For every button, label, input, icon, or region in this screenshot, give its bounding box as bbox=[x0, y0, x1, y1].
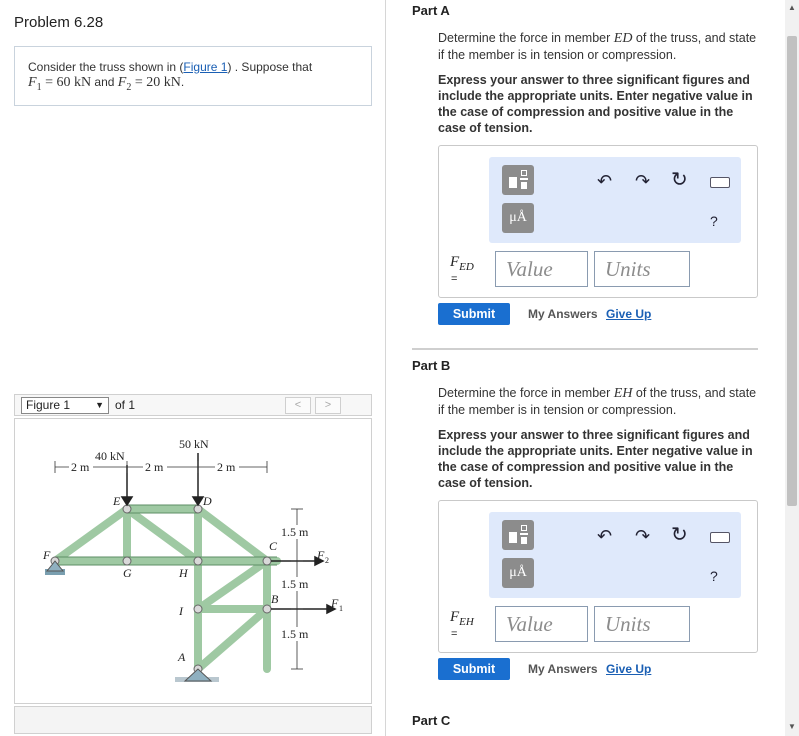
problem-pane bbox=[0, 0, 386, 736]
parts-pane bbox=[387, 0, 785, 736]
reset-icon[interactable]: ↻ bbox=[671, 169, 688, 191]
dim-2m-b: 2 m bbox=[145, 460, 164, 474]
dim-15-a: 1.5 m bbox=[281, 525, 309, 539]
variable-label-feh: $F_{EH}$ bbox=[450, 609, 474, 628]
math-toolbar bbox=[489, 512, 741, 598]
undo-icon[interactable]: ↶ bbox=[597, 526, 613, 546]
problem-text-before: Consider the truss shown in ( bbox=[28, 60, 184, 74]
force-label-f2-sub: 2 bbox=[325, 556, 329, 565]
redo-icon[interactable]: ↷ bbox=[635, 526, 651, 546]
joint-label-d: D bbox=[203, 494, 212, 508]
joint-label-h: H bbox=[179, 566, 188, 580]
member-dc bbox=[198, 509, 267, 561]
prev-figure-button[interactable]: < bbox=[285, 397, 311, 414]
and-text: and bbox=[91, 75, 118, 89]
part-b-give-up[interactable]: Give Up bbox=[606, 662, 652, 676]
joint-label-g: G bbox=[123, 566, 132, 580]
part-a-my-answers[interactable]: My Answers bbox=[528, 307, 598, 321]
scrollbar[interactable] bbox=[785, 0, 799, 736]
equals-sign: = bbox=[451, 628, 458, 640]
dim-15-c: 1.5 m bbox=[281, 627, 309, 641]
member-eh bbox=[127, 509, 198, 561]
part-a-answer-box bbox=[438, 145, 758, 298]
part-a-submit-button[interactable]: Submit bbox=[438, 303, 510, 325]
units-symbol-button[interactable]: μÅ bbox=[502, 558, 534, 588]
figure-select-value: Figure 1 bbox=[26, 398, 71, 412]
figure-panel bbox=[14, 418, 372, 704]
force-label-f1-sub: 1 bbox=[339, 604, 343, 613]
next-figure-button[interactable]: > bbox=[315, 397, 341, 414]
redo-icon[interactable]: ↷ bbox=[635, 171, 651, 191]
part-b-prompt: Determine the force in member EH of the truss, and state if the member is in tension or compression. bbox=[438, 386, 757, 417]
force-label-f1: F bbox=[331, 596, 339, 610]
scroll-up-icon[interactable]: ▲ bbox=[788, 3, 796, 12]
truss-diagram bbox=[15, 419, 371, 703]
member-ab bbox=[198, 609, 267, 669]
figure-link[interactable]: Figure 1 bbox=[183, 60, 228, 74]
dim-2m-a: 2 m bbox=[71, 460, 90, 474]
undo-icon[interactable]: ↶ bbox=[597, 171, 613, 191]
joint-label-c: C bbox=[269, 539, 278, 553]
reset-icon[interactable]: ↻ bbox=[671, 524, 688, 546]
part-b-answer-box bbox=[438, 500, 758, 653]
force-label-f2: F bbox=[317, 548, 325, 562]
dim-2m-c: 2 m bbox=[217, 460, 236, 474]
scroll-down-icon[interactable]: ▼ bbox=[788, 722, 796, 731]
support-a bbox=[185, 669, 211, 681]
statement-end: . bbox=[180, 75, 185, 89]
f2-expression: $F_2 = 20$ kN bbox=[117, 75, 181, 93]
part-c-title: Part C bbox=[412, 713, 451, 728]
keyboard-icon[interactable] bbox=[710, 532, 730, 543]
units-input[interactable]: Units bbox=[594, 606, 690, 642]
joint-label-b: B bbox=[271, 592, 279, 606]
part-b-my-answers[interactable]: My Answers bbox=[528, 662, 598, 676]
chevron-down-icon: ▼ bbox=[95, 400, 104, 410]
joint-label-a: A bbox=[178, 650, 186, 664]
joint-label-i: I bbox=[179, 604, 183, 618]
math-toolbar bbox=[489, 157, 741, 243]
part-b-title: Part B bbox=[412, 358, 451, 373]
problem-statement bbox=[14, 46, 372, 106]
member-ic bbox=[198, 561, 267, 609]
part-a-title: Part A bbox=[412, 3, 450, 18]
joint-label-f: F bbox=[43, 548, 51, 562]
member-ed-symbol: ED bbox=[613, 31, 633, 46]
equals-sign: = bbox=[451, 273, 458, 285]
value-input[interactable]: Value bbox=[495, 251, 588, 287]
template-button[interactable] bbox=[502, 520, 534, 550]
help-icon[interactable]: ? bbox=[710, 568, 718, 584]
member-eh-symbol: EH bbox=[613, 386, 633, 401]
part-a-instructions: Express your answer to three significant figures and include the appropriate units. Enter negative value in the case of compression and positive value in the case of tension. bbox=[438, 73, 753, 135]
figure-select[interactable] bbox=[21, 397, 109, 414]
problem-title: Problem 6.28 bbox=[14, 14, 104, 31]
f1-expression: $F_1 = 60$ kN bbox=[28, 75, 92, 93]
template-button[interactable] bbox=[502, 165, 534, 195]
part-a-prompt: Determine the force in member ED of the truss, and state if the member is in tension or compression. bbox=[438, 31, 757, 62]
figure-footer bbox=[14, 706, 372, 734]
part-a-give-up[interactable]: Give Up bbox=[606, 307, 652, 321]
units-input[interactable]: Units bbox=[594, 251, 690, 287]
dim-15-b: 1.5 m bbox=[281, 577, 309, 591]
load-50-label: 50 kN bbox=[179, 437, 209, 451]
figure-count: of 1 bbox=[115, 398, 136, 412]
variable-label-fed: $F_{ED}$ bbox=[450, 254, 474, 273]
keyboard-icon[interactable] bbox=[710, 177, 730, 188]
problem-text-after: ) . Suppose that bbox=[227, 60, 313, 74]
figure-toolbar bbox=[14, 394, 372, 416]
member-fe bbox=[55, 509, 127, 561]
joint-label-e: E bbox=[113, 494, 121, 508]
divider bbox=[412, 348, 758, 350]
help-icon[interactable]: ? bbox=[710, 213, 718, 229]
units-symbol-button[interactable]: μÅ bbox=[502, 203, 534, 233]
scroll-thumb[interactable] bbox=[787, 36, 797, 506]
part-b-submit-button[interactable]: Submit bbox=[438, 658, 510, 680]
load-40-label: 40 kN bbox=[95, 449, 125, 463]
truss-members bbox=[55, 509, 277, 669]
value-input[interactable]: Value bbox=[495, 606, 588, 642]
part-b-instructions: Express your answer to three significant figures and include the appropriate units. Enter negative value in the case of compression and positive value in the case of tension. bbox=[438, 428, 753, 490]
